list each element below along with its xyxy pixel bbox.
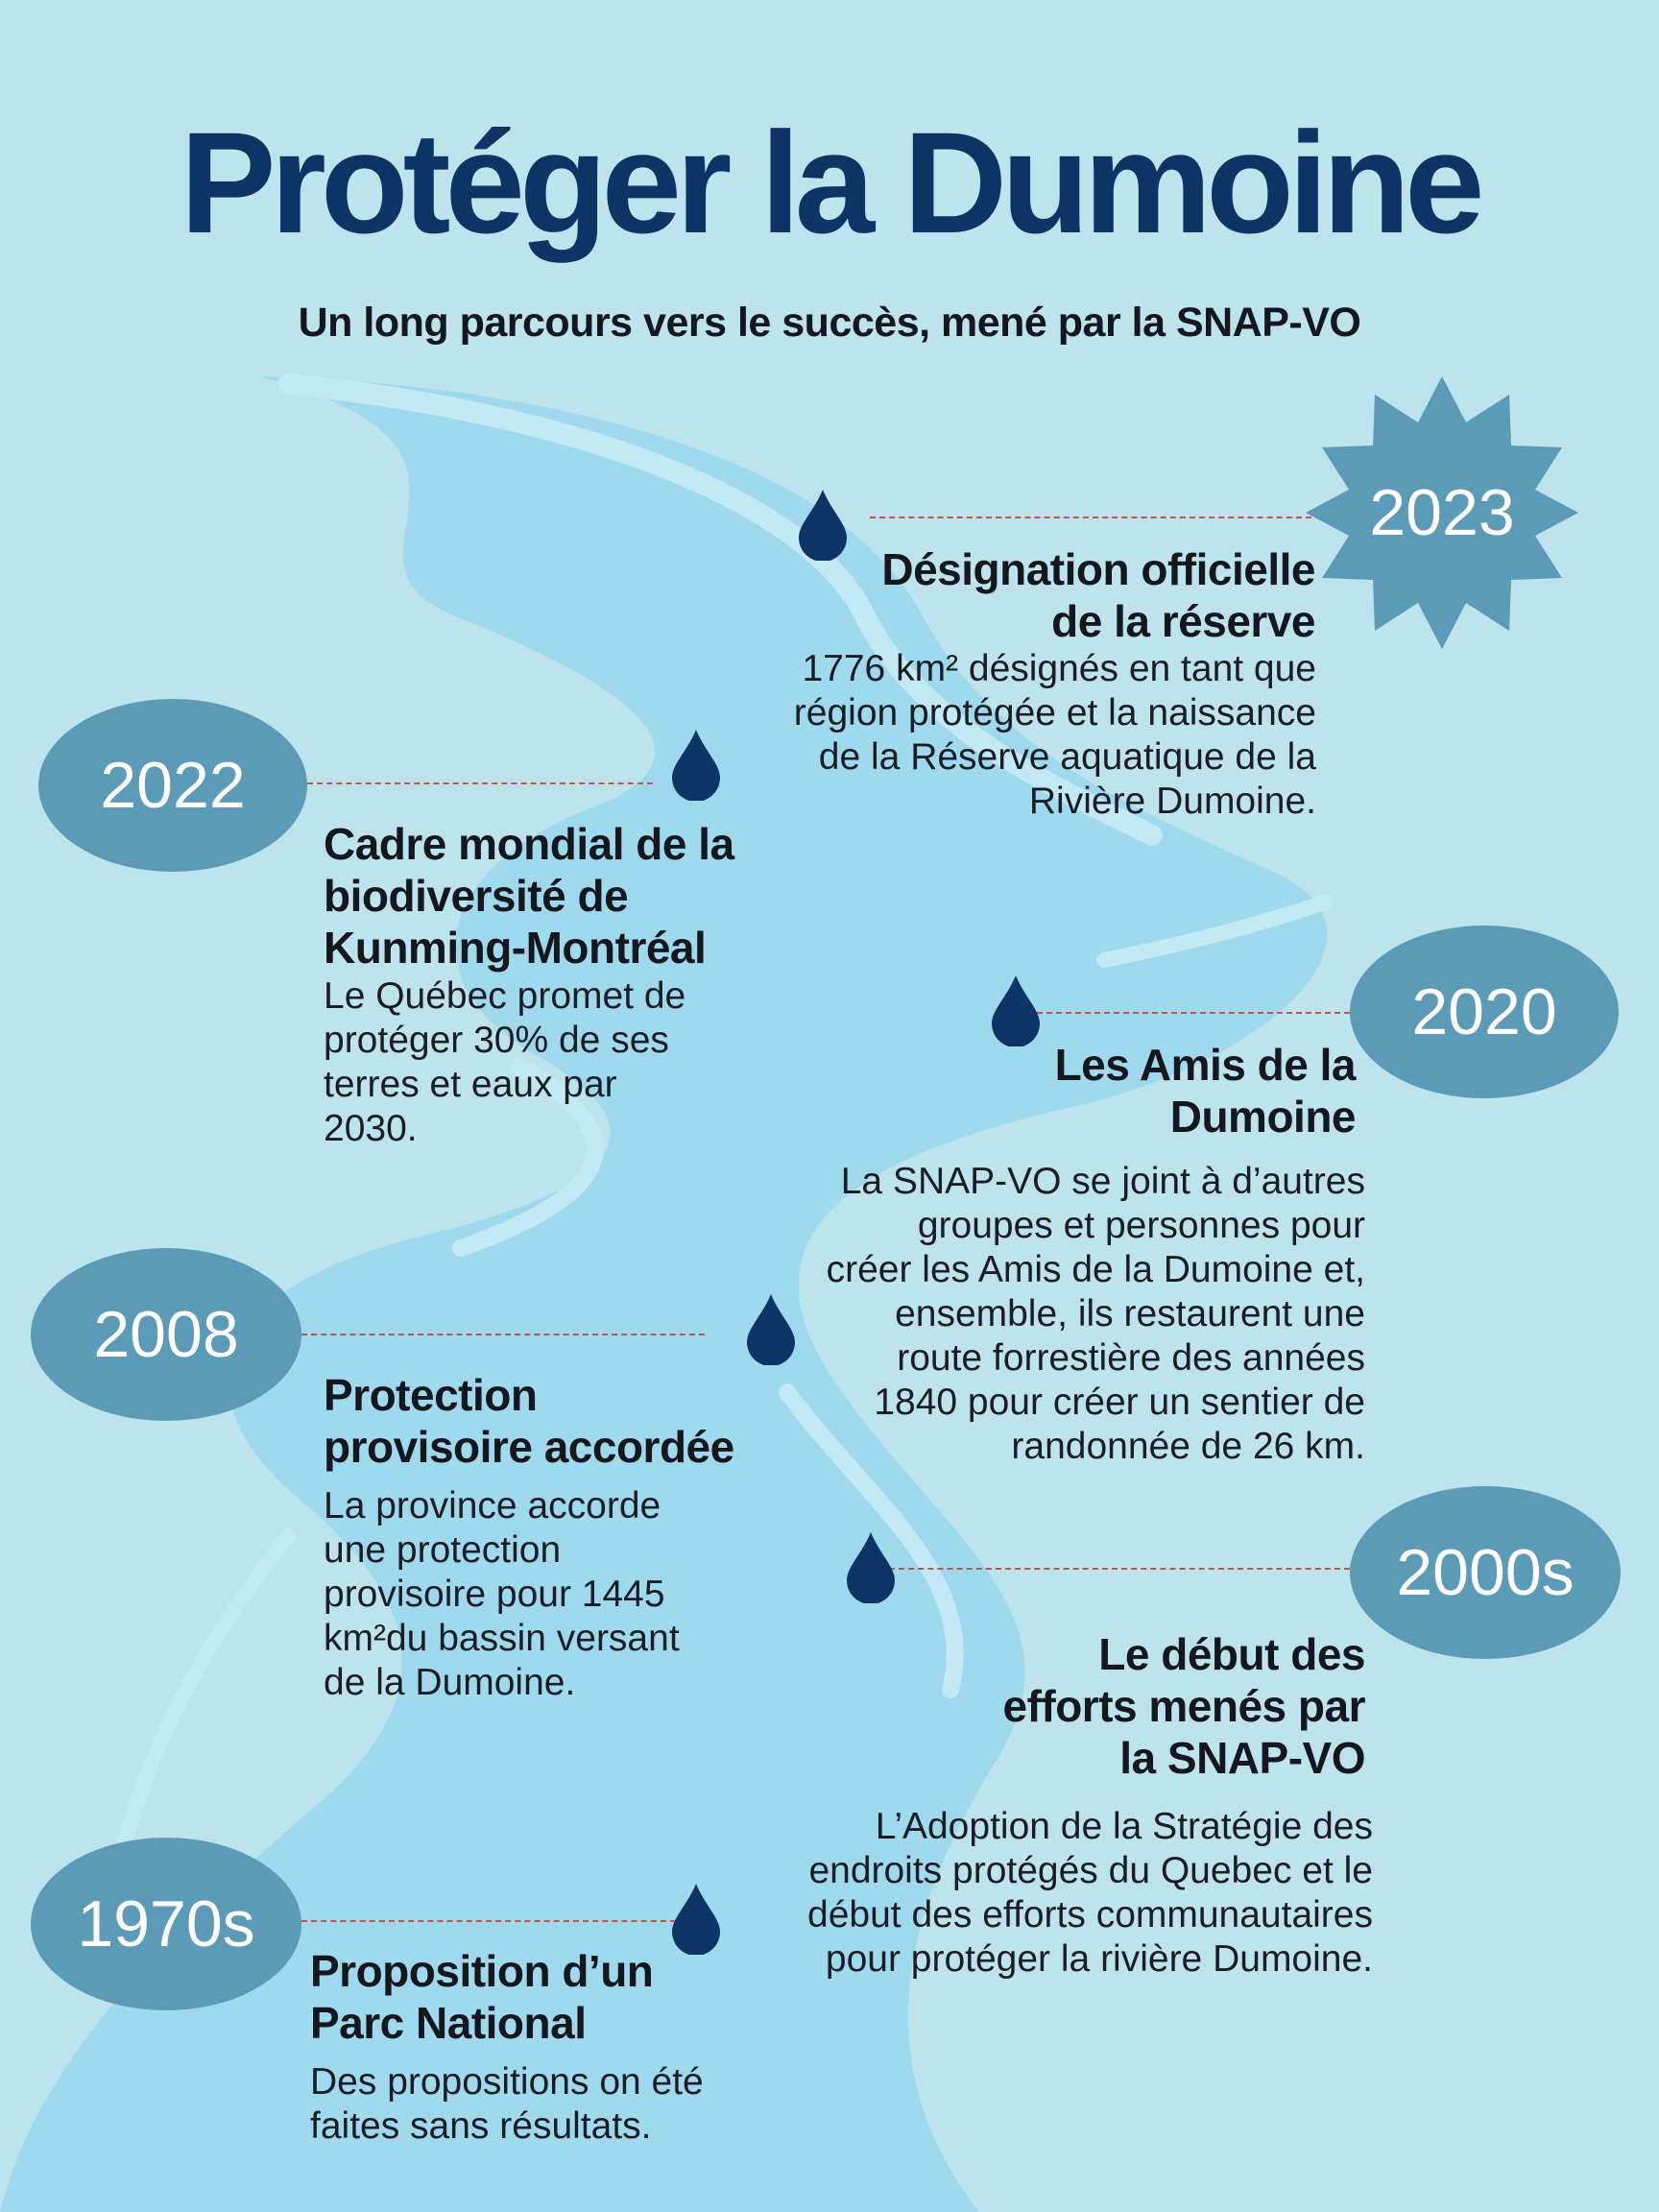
water-drop-icon (672, 730, 720, 801)
page-title: Protéger la Dumoine (180, 102, 1479, 263)
event-description-2020: La SNAP-VO se joint à d’autres groupes et personnes pour créer les Amis de la Dumoine et, ensemble, ils restaurent une route forrestière des années 1840 pour créer un sentier de randonnée de 26 km. (826, 1161, 1365, 1467)
year-badge-1970s: 1970s (31, 1838, 301, 2010)
year-label: 2023 (1369, 476, 1515, 549)
water-drop-icon (747, 1294, 795, 1365)
event-description-2023: 1776 km² désignés en tant que région protégée et la naissance de la Réserve aquatique de la Rivière Dumoine. (793, 648, 1316, 822)
water-drop-icon (847, 1532, 895, 1603)
timeline-connector (1037, 1012, 1350, 1014)
year-badge-2000s: 2000s (1350, 1486, 1621, 1659)
water-drop-icon (799, 490, 847, 561)
event-title-1970s: Proposition d’un Parc National (310, 1946, 654, 2048)
timeline-connector (301, 1334, 705, 1335)
year-badge-2020: 2020 (1350, 926, 1619, 1098)
event-description-1970s: Des propositions on été faites sans résultats. (310, 2061, 704, 2147)
event-title-2000s: Le début des efforts menés par la SNAP-VO (1002, 1629, 1365, 1783)
event-title-2022: Cadre mondial de la biodiversité de Kunming-Montréal (324, 819, 734, 973)
timeline-connector (889, 1568, 1350, 1570)
event-title-2008: Protection provisoire accordée (324, 1370, 734, 1472)
event-description-2008: La province accorde une protection provisoire pour 1445 km²du bassin versant de la Dumoine. (324, 1485, 680, 1703)
year-badge-2022: 2022 (38, 699, 307, 872)
water-drop-icon (992, 975, 1040, 1046)
timeline-connector (301, 1920, 676, 1922)
water-drop-icon (672, 1884, 720, 1955)
timeline-connector (307, 782, 653, 784)
year-badge-2023 (1306, 376, 1578, 649)
year-badge-2008: 2008 (31, 1248, 301, 1421)
page-subtitle: Un long parcours vers le succès, mené par la SNAP-VO (298, 300, 1361, 346)
event-description-2022: Le Québec promet de protéger 30% de ses terres et eaux par 2030. (324, 975, 686, 1149)
event-title-2020: Les Amis de la Dumoine (1054, 1040, 1356, 1142)
event-title-2023: Désignation officielle de la réserve (881, 544, 1315, 646)
event-description-2000s: L’Adoption de la Stratégie des endroits protégés du Quebec et le début des efforts communautaires pour protéger la rivière Dumoine. (807, 1806, 1373, 1980)
timeline-connector (870, 517, 1311, 518)
